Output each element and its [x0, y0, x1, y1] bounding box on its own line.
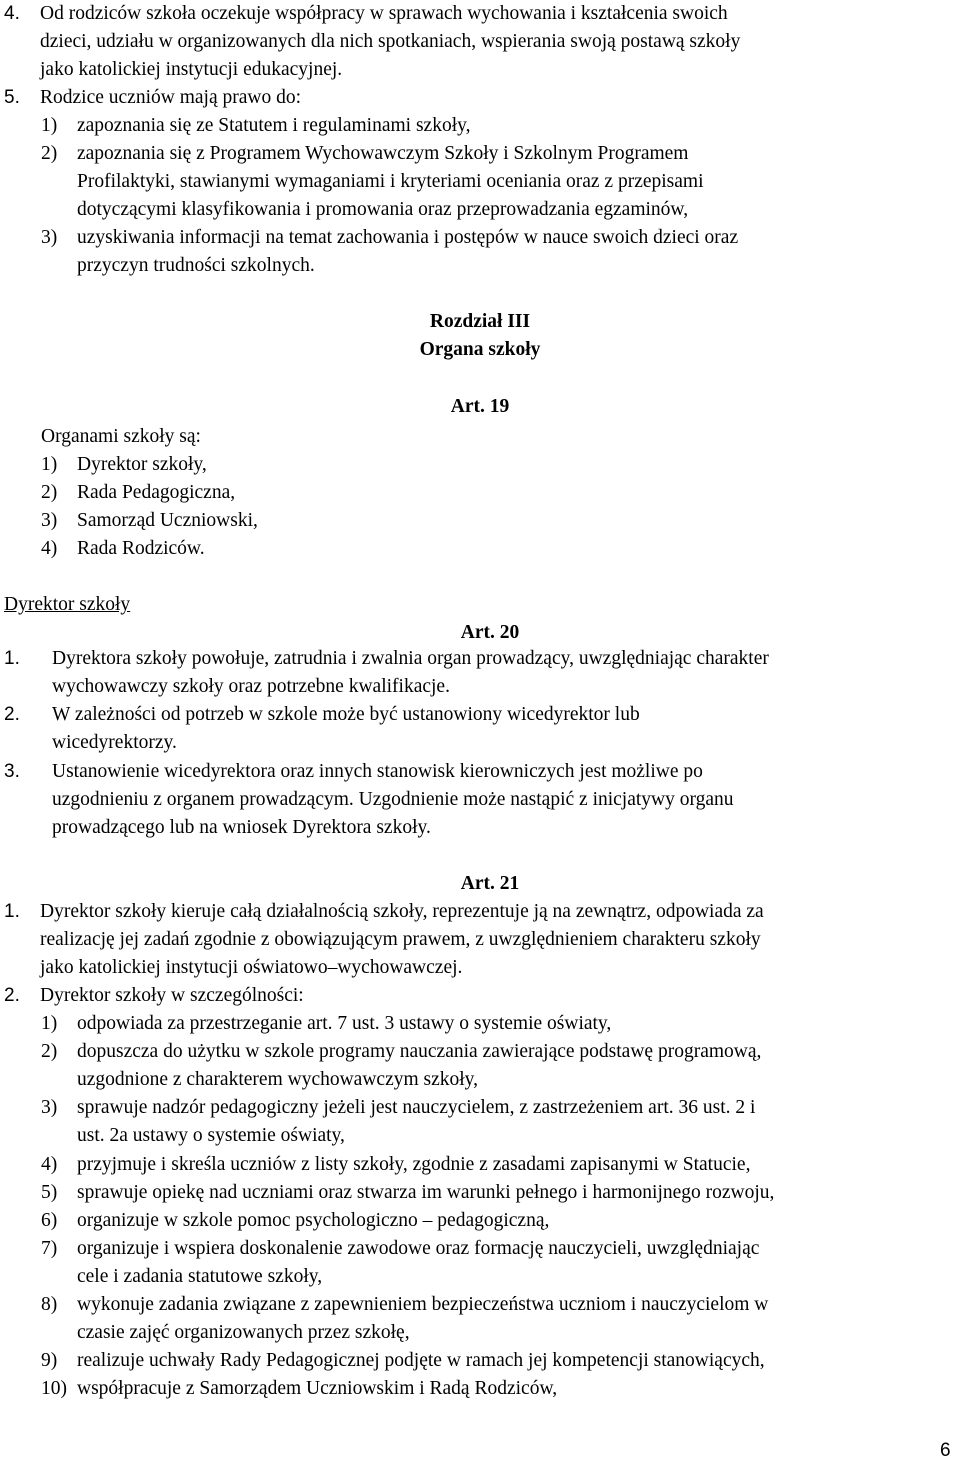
list-line: Dyrektor szkoły,: [77, 454, 207, 475]
list-number: 3): [41, 510, 58, 531]
list-number: 8): [41, 1294, 58, 1315]
section-heading: Dyrektor szkoły: [4, 594, 131, 615]
list-line: cele i zadania statutowe szkoły,: [77, 1266, 323, 1287]
paragraph-number: 4.: [4, 3, 20, 24]
list-line: uzgodnione z charakterem wychowawczym szkoły,: [77, 1069, 479, 1090]
chapter-title: Rozdział III: [429, 311, 531, 332]
article-title: Art. 20: [460, 622, 520, 643]
list-line: dotyczącymi klasyfikowania i promowania oraz przeprowadzania egzaminów,: [77, 199, 689, 220]
list-line: Profilaktyki, stawianymi wymaganiami i kryteriami oceniania oraz z przepisami: [77, 171, 704, 192]
list-line: Rada Pedagogiczna,: [77, 482, 236, 503]
paragraph-line: Od rodziców szkoła oczekuje współpracy w sprawach wychowania i kształcenia swoich: [40, 3, 728, 24]
paragraph-intro: Rodzice uczniów mają prawo do:: [40, 87, 301, 108]
point-line: wicedyrektorzy.: [52, 732, 177, 753]
list-number: 5): [41, 1182, 58, 1203]
list-line: czasie zajęć organizowanych przez szkołę,: [77, 1322, 410, 1343]
chapter-subtitle: Organa szkoły: [419, 339, 541, 360]
list-number: 2): [41, 482, 58, 503]
list-line: odpowiada za przestrzeganie art. 7 ust. 3 ustawy o systemie oświaty,: [77, 1013, 612, 1034]
article-title: Art. 21: [460, 873, 520, 894]
point-line: Dyrektora szkoły powołuje, zatrudnia i zwalnia organ prowadzący, uwzględniając charakter: [52, 648, 769, 669]
list-line: przyczyn trudności szkolnych.: [77, 255, 315, 276]
article-title: Art. 19: [450, 396, 510, 417]
list-number: 6): [41, 1210, 58, 1231]
point-number: 2.: [4, 985, 20, 1006]
list-line: organizuje w szkole pomoc psychologiczno – pedagogiczną,: [77, 1210, 550, 1231]
list-line: Rada Rodziców.: [77, 538, 205, 559]
point-line: Dyrektor szkoły kieruje całą działalnością szkoły, reprezentuje ją na zewnątrz, odpowiada za: [40, 901, 764, 922]
article-intro: Organami szkoły są:: [41, 426, 201, 447]
point-intro: Dyrektor szkoły w szczególności:: [40, 985, 304, 1006]
point-line: uzgodnieniu z organem prowadzącym. Uzgodnienie może nastąpić z inicjatywy organu: [52, 789, 734, 810]
list-line: organizuje i wspiera doskonalenie zawodowe oraz formację nauczycieli, uwzględniając: [77, 1238, 760, 1259]
point-line: W zależności od potrzeb w szkole może być ustanowiony wicedyrektor lub: [52, 704, 640, 725]
list-line: wykonuje zadania związane z zapewnieniem bezpieczeństwa uczniom i nauczycielom w: [77, 1294, 769, 1315]
list-line: współpracuje z Samorządem Uczniowskim i Radą Rodziców,: [77, 1378, 558, 1399]
list-number: 3): [41, 227, 58, 248]
point-number: 2.: [4, 704, 20, 725]
list-number: 10): [41, 1378, 67, 1399]
list-line: uzyskiwania informacji na temat zachowania i postępów w nauce swoich dzieci oraz: [77, 227, 739, 248]
list-number: 4): [41, 1154, 58, 1175]
point-line: realizację jej zadań zgodnie z obowiązującym prawem, z uwzględnieniem charakteru szkoły: [40, 929, 761, 950]
page-number: 6: [940, 1440, 951, 1461]
list-line: ust. 2a ustawy o systemie oświaty,: [77, 1125, 345, 1146]
list-number: 4): [41, 538, 58, 559]
point-line: prowadzącego lub na wniosek Dyrektora szkoły.: [52, 817, 431, 838]
list-number: 1): [41, 1013, 58, 1034]
point-line: Ustanowienie wicedyrektora oraz innych stanowisk kierowniczych jest możliwe po: [52, 761, 703, 782]
point-number: 1.: [4, 648, 20, 669]
list-line: realizuje uchwały Rady Pedagogicznej podjęte w ramach jej kompetencji stanowiących,: [77, 1350, 765, 1371]
list-number: 1): [41, 454, 58, 475]
point-number: 3.: [4, 761, 20, 782]
list-line: sprawuje opiekę nad uczniami oraz stwarza im warunki pełnego i harmonijnego rozwoju,: [77, 1182, 775, 1203]
list-line: dopuszcza do użytku w szkole programy nauczania zawierające podstawę programową,: [77, 1041, 762, 1062]
point-number: 1.: [4, 901, 20, 922]
point-line: wychowawczy szkoły oraz potrzebne kwalifikacje.: [52, 676, 450, 697]
list-number: 1): [41, 115, 58, 136]
list-line: Samorząd Uczniowski,: [77, 510, 258, 531]
list-number: 7): [41, 1238, 58, 1259]
list-line: zapoznania się ze Statutem i regulaminami szkoły,: [77, 115, 471, 136]
list-line: zapoznania się z Programem Wychowawczym Szkoły i Szkolnym Programem: [77, 143, 689, 164]
paragraph-line: jako katolickiej instytucji edukacyjnej.: [40, 59, 343, 80]
list-line: sprawuje nadzór pedagogiczny jeżeli jest nauczycielem, z zastrzeżeniem art. 36 ust. 2 i: [77, 1097, 756, 1118]
paragraph-number: 5.: [4, 87, 20, 108]
paragraph-line: dzieci, udziału w organizowanych dla nich spotkaniach, wspierania swoją postawą szkoły: [40, 31, 741, 52]
list-line: przyjmuje i skreśla uczniów z listy szkoły, zgodnie z zasadami zapisanymi w Statucie,: [77, 1154, 751, 1175]
point-line: jako katolickiej instytucji oświatowo–wychowawczej.: [40, 957, 463, 978]
list-number: 9): [41, 1350, 58, 1371]
list-number: 3): [41, 1097, 58, 1118]
list-number: 2): [41, 1041, 58, 1062]
list-number: 2): [41, 143, 58, 164]
